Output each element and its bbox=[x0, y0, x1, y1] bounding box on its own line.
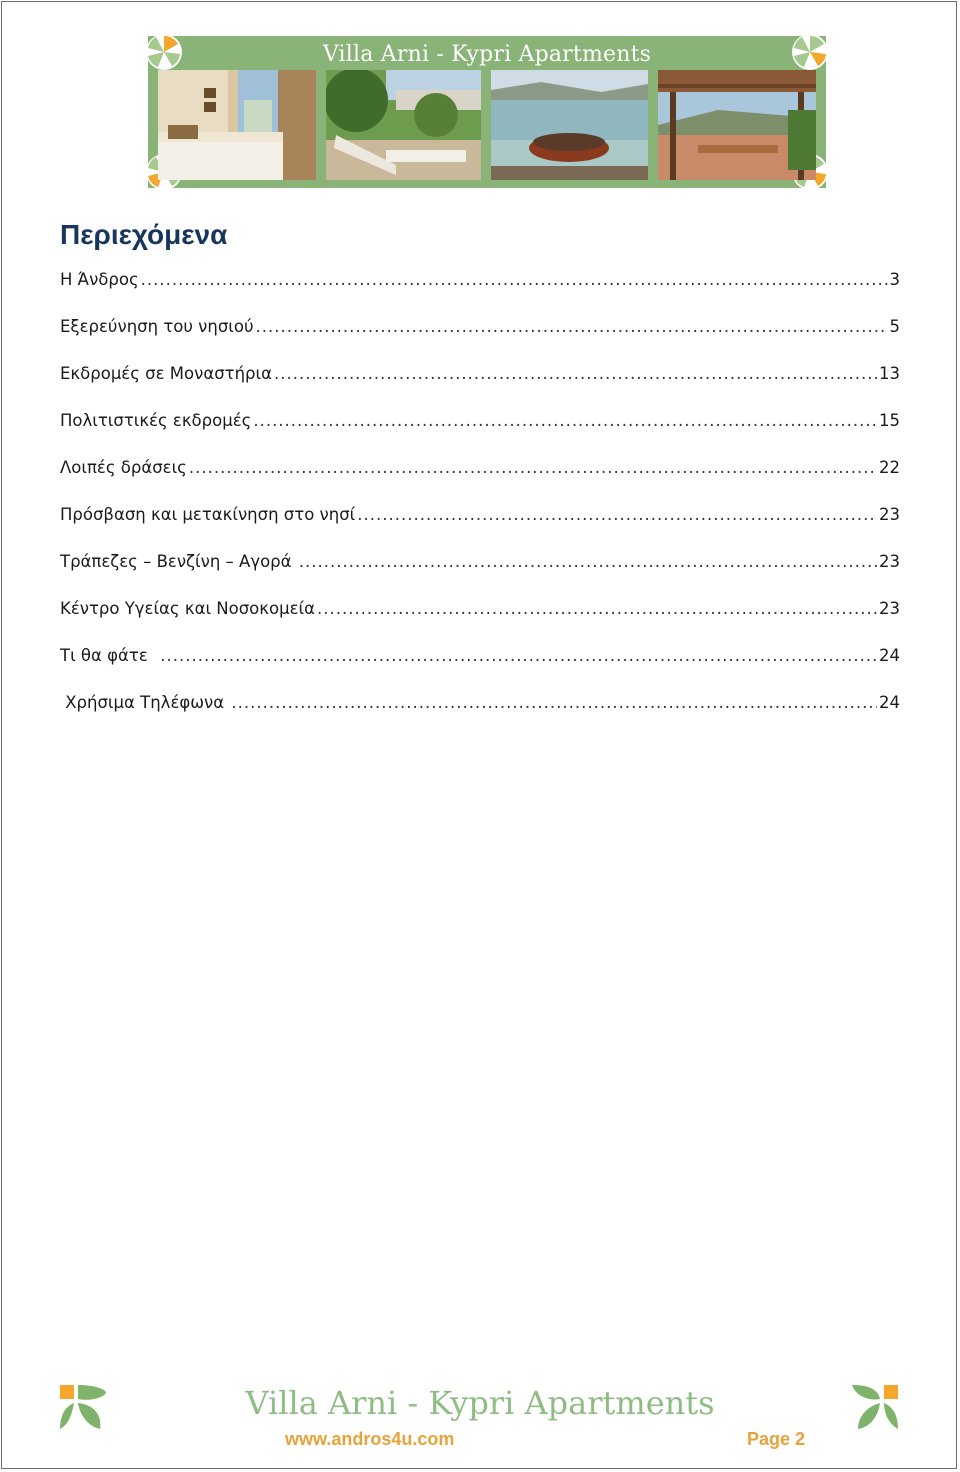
toc-entry-page: 13 bbox=[879, 364, 900, 383]
toc-entry-label: Εξερεύνηση του νησιού bbox=[60, 317, 254, 336]
toc-entry[interactable] bbox=[60, 646, 900, 693]
toc-entry[interactable] bbox=[60, 364, 900, 411]
toc-heading: Περιεχόμενα bbox=[60, 219, 228, 250]
toc-leader bbox=[231, 693, 877, 712]
toc-leader bbox=[189, 458, 877, 477]
header-banner bbox=[148, 36, 826, 188]
terrace-photo bbox=[658, 70, 816, 180]
toc-entry-label: Η Άνδρος bbox=[60, 270, 139, 289]
toc-entry-label: Τι θα φάτε bbox=[60, 646, 159, 665]
toc-entry-label: Λοιπές δράσεις bbox=[60, 458, 187, 477]
banner-title: Villa Arni - Kypri Apartments bbox=[322, 42, 652, 67]
toc-entry[interactable] bbox=[60, 693, 900, 740]
toc-entry[interactable] bbox=[60, 411, 900, 458]
toc-entry-page: 23 bbox=[879, 505, 900, 524]
toc-leader bbox=[317, 599, 877, 618]
toc-entry-page: 5 bbox=[889, 317, 900, 336]
toc-entry-label: Πολιτιστικές εκδρομές bbox=[60, 411, 252, 430]
toc-leader bbox=[253, 411, 877, 430]
toc-entry[interactable] bbox=[60, 458, 900, 505]
toc-entry-label: Χρήσιμα Τηλέφωνα bbox=[60, 693, 230, 712]
toc-entry[interactable] bbox=[60, 552, 900, 599]
corner-flower-icon bbox=[144, 32, 184, 72]
toc-entry[interactable] bbox=[60, 599, 900, 646]
bedroom-photo bbox=[158, 70, 316, 180]
footer-flower-icon bbox=[58, 1383, 108, 1431]
footer-page-number: Page 2 bbox=[747, 1429, 806, 1449]
toc-entry-page: 15 bbox=[879, 411, 900, 430]
toc-leader bbox=[357, 505, 877, 524]
toc-leader bbox=[141, 270, 888, 289]
toc-entry[interactable] bbox=[60, 270, 900, 317]
footer-title: Villa Arni - Kypri Apartments bbox=[245, 1384, 715, 1422]
toc-entry-label: Κέντρο Υγείας και Νοσοκομεία bbox=[60, 599, 315, 618]
toc-entry-page: 22 bbox=[879, 458, 900, 477]
toc-entry-label: Εκδρομές σε Μοναστήρια bbox=[60, 364, 272, 383]
toc-leader bbox=[160, 646, 877, 665]
toc-leader bbox=[274, 364, 877, 383]
toc-entry-page: 24 bbox=[879, 646, 900, 665]
toc-leader bbox=[256, 317, 888, 336]
footer-flower-icon bbox=[850, 1383, 900, 1431]
toc-entry-label: Τράπεζες – Βενζίνη – Αγορά bbox=[60, 552, 297, 571]
garden-photo bbox=[326, 70, 481, 180]
toc-entry-page: 3 bbox=[889, 270, 900, 289]
footer-url[interactable]: www.andros4u.com bbox=[285, 1429, 455, 1449]
toc-entry-page: 23 bbox=[879, 599, 900, 618]
toc-leader bbox=[299, 552, 877, 571]
toc-list bbox=[60, 270, 900, 740]
corner-flower-icon bbox=[790, 32, 830, 72]
toc-entry[interactable] bbox=[60, 505, 900, 552]
toc-entry[interactable] bbox=[60, 317, 900, 364]
toc-entry-page: 23 bbox=[879, 552, 900, 571]
toc-entry-page: 24 bbox=[879, 693, 900, 712]
sea-photo bbox=[491, 70, 648, 180]
toc-entry-label: Πρόσβαση και μετακίνηση στο νησί bbox=[60, 505, 356, 524]
